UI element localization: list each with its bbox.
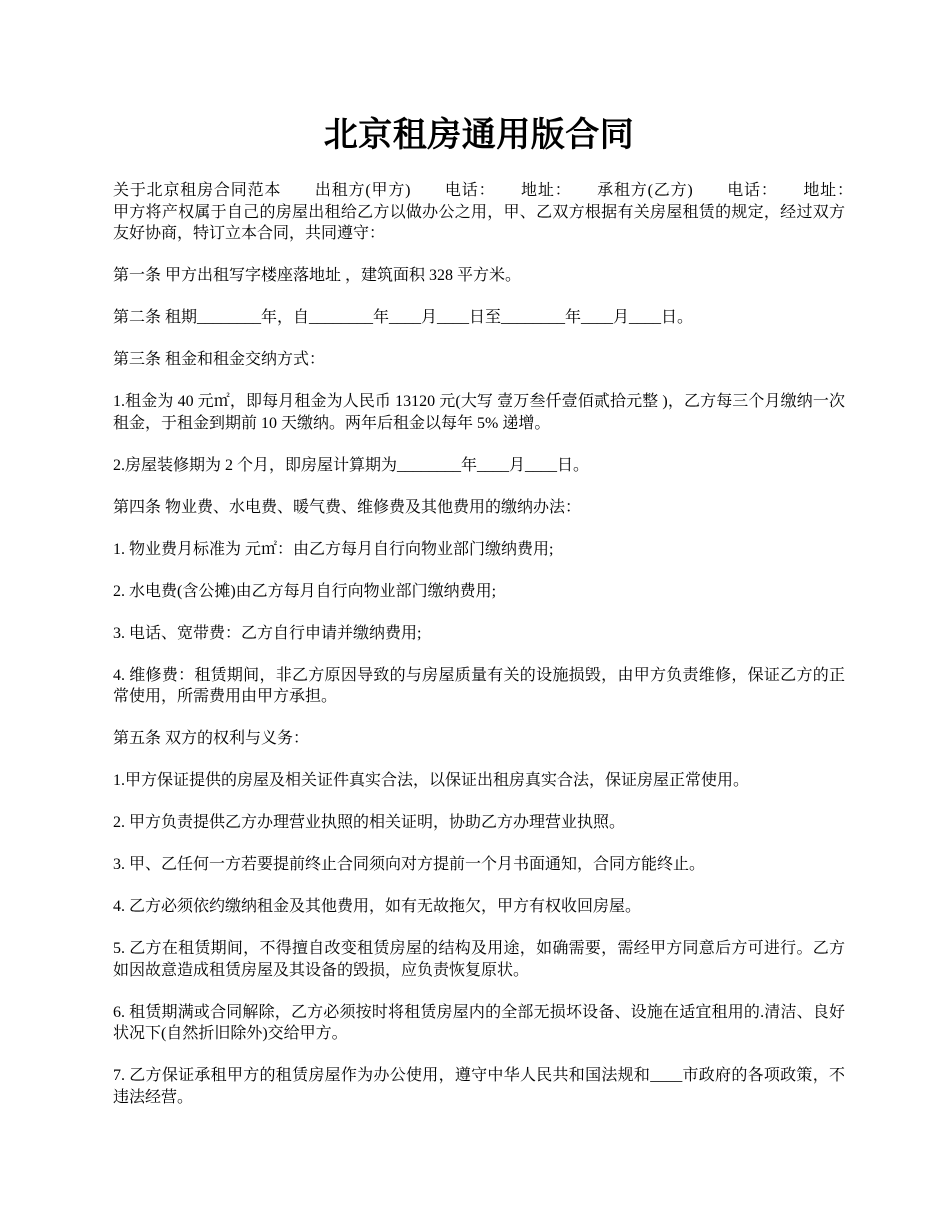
intro-paragraph: 关于北京租房合同范本 出租方(甲方) 电话： 地址： 承租方(乙方) 电话： 地址： 甲方将产权属于自己的房屋出租给乙方以做办公之用，甲、乙双方根据有关房屋租赁的规定，经过双方友好协商，特订立本合同，共同遵守：	[113, 182, 878, 242]
article-5-item-6: 6. 租赁期满或合同解除，乙方必须按时将租赁房屋内的全部无损坏设备、设施在适宜租用的.清洁、良好状况下(自然折旧除外)交给甲方。	[113, 1003, 845, 1042]
article-5-item-3: 3. 甲、乙任何一方若要提前终止合同须向对方提前一个月书面通知，合同方能终止。	[113, 856, 706, 873]
article-4-item-2: 2. 水电费(含公摊)由乙方每月自行向物业部门缴纳费用;	[113, 582, 497, 600]
article-4-item-3: 3. 电话、宽带费：乙方自行申请并缴纳费用;	[113, 624, 422, 642]
article-3-item-2: 2.房屋装修期为 2 个月，即房屋计算期为________年____月____日。	[113, 456, 590, 474]
article-5-heading: 第五条 双方的权利与义务：	[113, 730, 310, 747]
article-4-heading: 第四条 物业费、水电费、暖气费、维修费及其他费用的缴纳办法：	[113, 498, 582, 516]
article-3-heading: 第三条 租金和租金交纳方式：	[113, 351, 326, 368]
article-4-item-1: 1. 物业费月标准为 元㎡：由乙方每月自行向物业部门缴纳费用;	[113, 540, 554, 558]
article-5-item-5: 5. 乙方在租赁期间，不得擅自改变租赁房屋的结构及用途，如确需要，需经甲方同意后方可进行。乙方如因故意造成租赁房屋及其设备的毁损，应负责恢复原状。	[113, 940, 845, 979]
article-3-item-1: 1.租金为 40 元㎡，即每月租金为人民币 13120 元(大写 壹万叁仟壹佰贰拾元整 )，乙方每三个月缴纳一次租金，于租金到期前 10 天缴纳。两年后租金以每年 5% 递增。	[113, 393, 845, 432]
document-title: 北京租房通用版合同	[323, 117, 635, 154]
article-5-item-4: 4. 乙方必须依约缴纳租金及其他费用，如有无故拖欠，甲方有权收回房屋。	[113, 898, 642, 915]
article-5-item-1: 1.甲方保证提供的房屋及相关证件真实合法，以保证出租房真实合法，保证房屋正常使用。	[113, 772, 750, 789]
article-5-item-2: 2. 甲方负责提供乙方办理营业执照的相关证明，协助乙方办理营业执照。	[113, 814, 626, 831]
article-4-item-4: 4. 维修费：租赁期间，非乙方原因导致的与房屋质量有关的设施损毁，由甲方负责维修，保证乙方的正常使用，所需费用由甲方承担。	[113, 666, 845, 705]
document-body	[113, 180, 878, 1129]
article-2: 第二条 租期________年，自________年____月____日至________年____月____日。	[113, 309, 694, 326]
article-5-item-7: 7. 乙方保证承租甲方的租赁房屋作为办公使用，遵守中华人民共和国法规和____市政府的各项政策，不违法经营。	[113, 1067, 845, 1106]
article-1: 第一条 甲方出租写字楼座落地址 ，建筑面积 328 平方米。	[113, 267, 522, 284]
